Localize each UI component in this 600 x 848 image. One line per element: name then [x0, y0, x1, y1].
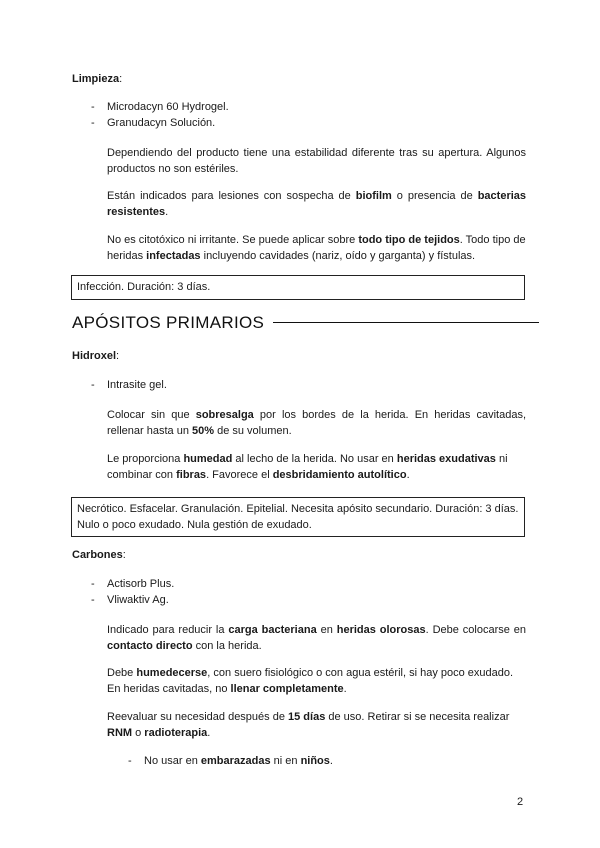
section-title-rule [273, 322, 539, 323]
bullet-dash: - [91, 379, 95, 391]
list-item: Microdacyn 60 Hydrogel. [107, 101, 229, 113]
carbones-paragraph-2: Debe humedecerse, con suero fisiológico o con agua estéril, si hay poco exudado. En heridas cavitadas, no llenar completamente. [107, 667, 514, 695]
bullet-dash: - [91, 117, 95, 129]
bullet-dash: - [91, 578, 95, 590]
limpieza-paragraph-1: Dependiendo del producto tiene una estabilidad diferente tras su apertura. Algunos productos no son estériles. [107, 147, 526, 175]
bullet-dash: - [91, 101, 95, 113]
sub-bullet-dash: - [128, 755, 132, 767]
limpieza-paragraph-2: Están indicados para lesiones con sospecha de biofilm o presencia de bacterias resistentes. [107, 190, 527, 218]
hidroxel-paragraph-2: Le proporciona humedad al lecho de la herida. No usar en heridas exudativas ni combinar con fibras. Favorece el desbridamiento autolítico. [107, 453, 508, 481]
list-item: Intrasite gel. [107, 379, 167, 391]
limpieza-heading: Limpieza: [72, 73, 123, 85]
carbones-paragraph-3: Reevaluar su necesidad después de 15 días de uso. Retirar si se necesita realizar RNM o radioterapia. [107, 711, 510, 739]
carbones-sub-item: No usar en embarazadas ni en niños. [144, 755, 333, 767]
hidroxel-paragraph-1: Colocar sin que sobresalga por los bordes de la herida. En heridas cavitadas, rellenar hasta un 50% de su volumen. [107, 409, 526, 437]
carbones-paragraph-1: Indicado para reducir la carga bacteriana en heridas olorosas. Debe colocarse en contacto directo con la herida. [107, 624, 526, 652]
list-item: Granudacyn Solución. [107, 117, 216, 129]
hidroxel-heading: Hidroxel: [72, 350, 120, 362]
bullet-dash: - [91, 594, 95, 606]
page-number: 2 [517, 796, 524, 808]
hidroxel-summary-box: Necrótico. Esfacelar. Granulación. Epitelial. Necesita apósito secundario. Duración: 3 días. Nulo o poco exudado. Nula gestión de exudado. [71, 497, 525, 537]
list-item: Actisorb Plus. [107, 578, 175, 590]
limpieza-paragraph-3: No es citotóxico ni irritante. Se puede aplicar sobre todo tipo de tejidos. Todo tipo de heridas infectadas incluyendo cavidades (nariz, oído y garganta) y fístulas. [107, 234, 526, 262]
section-title: APÓSITOS PRIMARIOS [72, 313, 539, 333]
list-item: Vliwaktiv Ag. [107, 594, 169, 606]
limpieza-summary-box: Infección. Duración: 3 días. [71, 275, 525, 300]
carbones-heading: Carbones: [72, 549, 126, 561]
